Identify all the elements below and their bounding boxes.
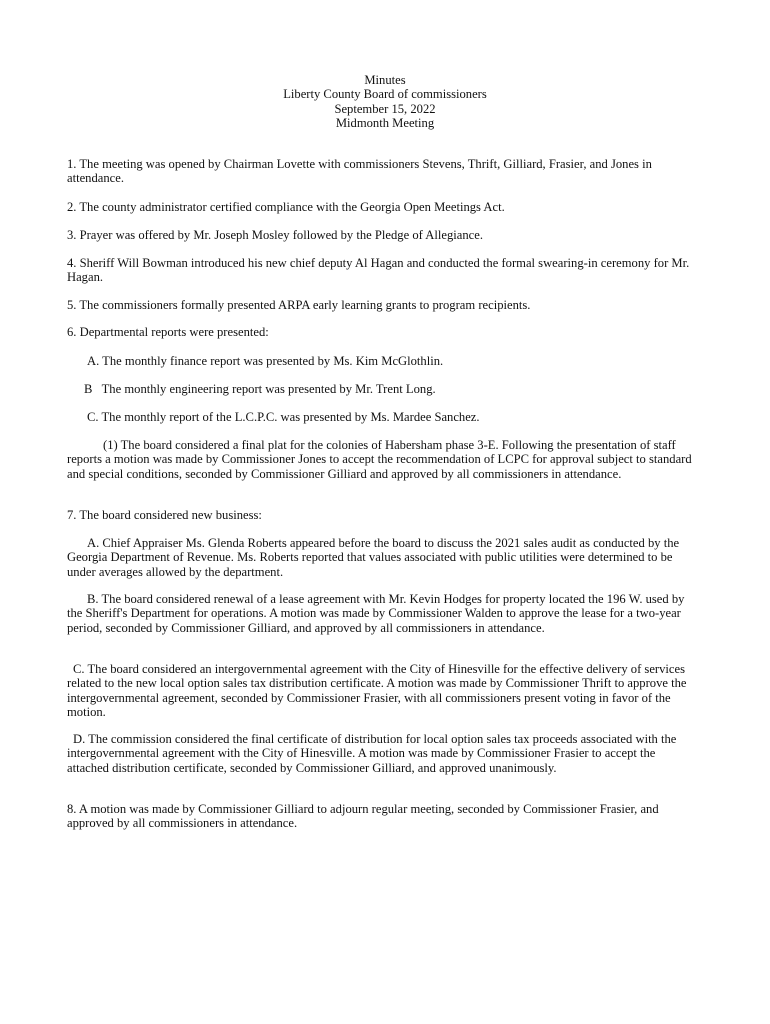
item-5-paragraph: 5. The commissioners formally presented ARPA early learning grants to program recipients.: [67, 298, 531, 312]
item-6c-paragraph: C. The monthly report of the L.C.P.C. was presented by Ms. Mardee Sanchez.: [87, 410, 480, 424]
item-6b-paragraph: B The monthly engineering report was presented by Mr. Trent Long.: [84, 382, 436, 396]
item-7-paragraph: 7. The board considered new business:: [67, 508, 262, 522]
header-board-name: Liberty County Board of commissioners: [283, 87, 487, 102]
item-2-paragraph: 2. The county administrator certified compliance with the Georgia Open Meetings Act.: [67, 200, 505, 214]
item-6-paragraph: 6. Departmental reports were presented:: [67, 325, 269, 339]
item-4-paragraph: 4. Sheriff Will Bowman introduced his new chief deputy Al Hagan and conducted the formal swearing-in ceremony for Mr. Hagan.: [67, 256, 690, 285]
item-6c1-paragraph: (1) The board considered a final plat for the colonies of Habersham phase 3-E. Following the presentation of staff reports a motion was made by Commissioner Jones to accept the recommendation of LCPC for approval subject to standard and special conditions, seconded by Commissioner Gilliard and approved by all commissioners in attendance.: [67, 438, 692, 481]
item-7c-paragraph: C. The board considered an intergovernmental agreement with the City of Hinesville for the effective delivery of services related to the new local option sales tax distribution certificate. A motion was made by Commissioner Thrift to approve the intergovernmental agreement, seconded by Commissioner Frasier, with all commissioners present voting in favor of the motion.: [67, 662, 687, 720]
minutes-header: [0, 73, 770, 131]
header-title: Minutes: [364, 73, 406, 87]
item-1-paragraph: 1. The meeting was opened by Chairman Lovette with commissioners Stevens, Thrift, Gilliard, Frasier, and Jones in attendance.: [67, 157, 652, 186]
item-6a-paragraph: A. The monthly finance report was presented by Ms. Kim McGlothlin.: [87, 354, 444, 368]
item-3-paragraph: 3. Prayer was offered by Mr. Joseph Mosley followed by the Pledge of Allegiance.: [67, 228, 483, 242]
item-7b-paragraph: B. The board considered renewal of a lease agreement with Mr. Kevin Hodges for property located the 196 W. used by the Sheriff's Department for operations. A motion was made by Commissioner Walden to approve the lease for a two-year period, seconded by Commissioner Gilliard, and approved by all commissioners in attendance.: [67, 592, 685, 635]
header-meeting-type: Midmonth Meeting: [335, 116, 435, 131]
header-date: September 15, 2022: [334, 101, 436, 116]
item-7a-paragraph: A. Chief Appraiser Ms. Glenda Roberts appeared before the board to discuss the 2021 sales audit as conducted by the Georgia Department of Revenue. Ms. Roberts reported that values associated with public utilities were determined to be under averages allowed by the department.: [67, 536, 680, 579]
item-8-paragraph: 8. A motion was made by Commissioner Gilliard to adjourn regular meeting, seconded by Commissioner Frasier, and approved by all commissioners in attendance.: [67, 802, 659, 831]
item-7d-paragraph: D. The commission considered the final certificate of distribution for local option sales tax proceeds associated with the intergovernmental agreement with the City of Hinesville. A motion was made by Commissioner Frasier to accept the attached distribution certificate, seconded by Commissioner Gilliard, and approved unanimously.: [67, 732, 677, 775]
